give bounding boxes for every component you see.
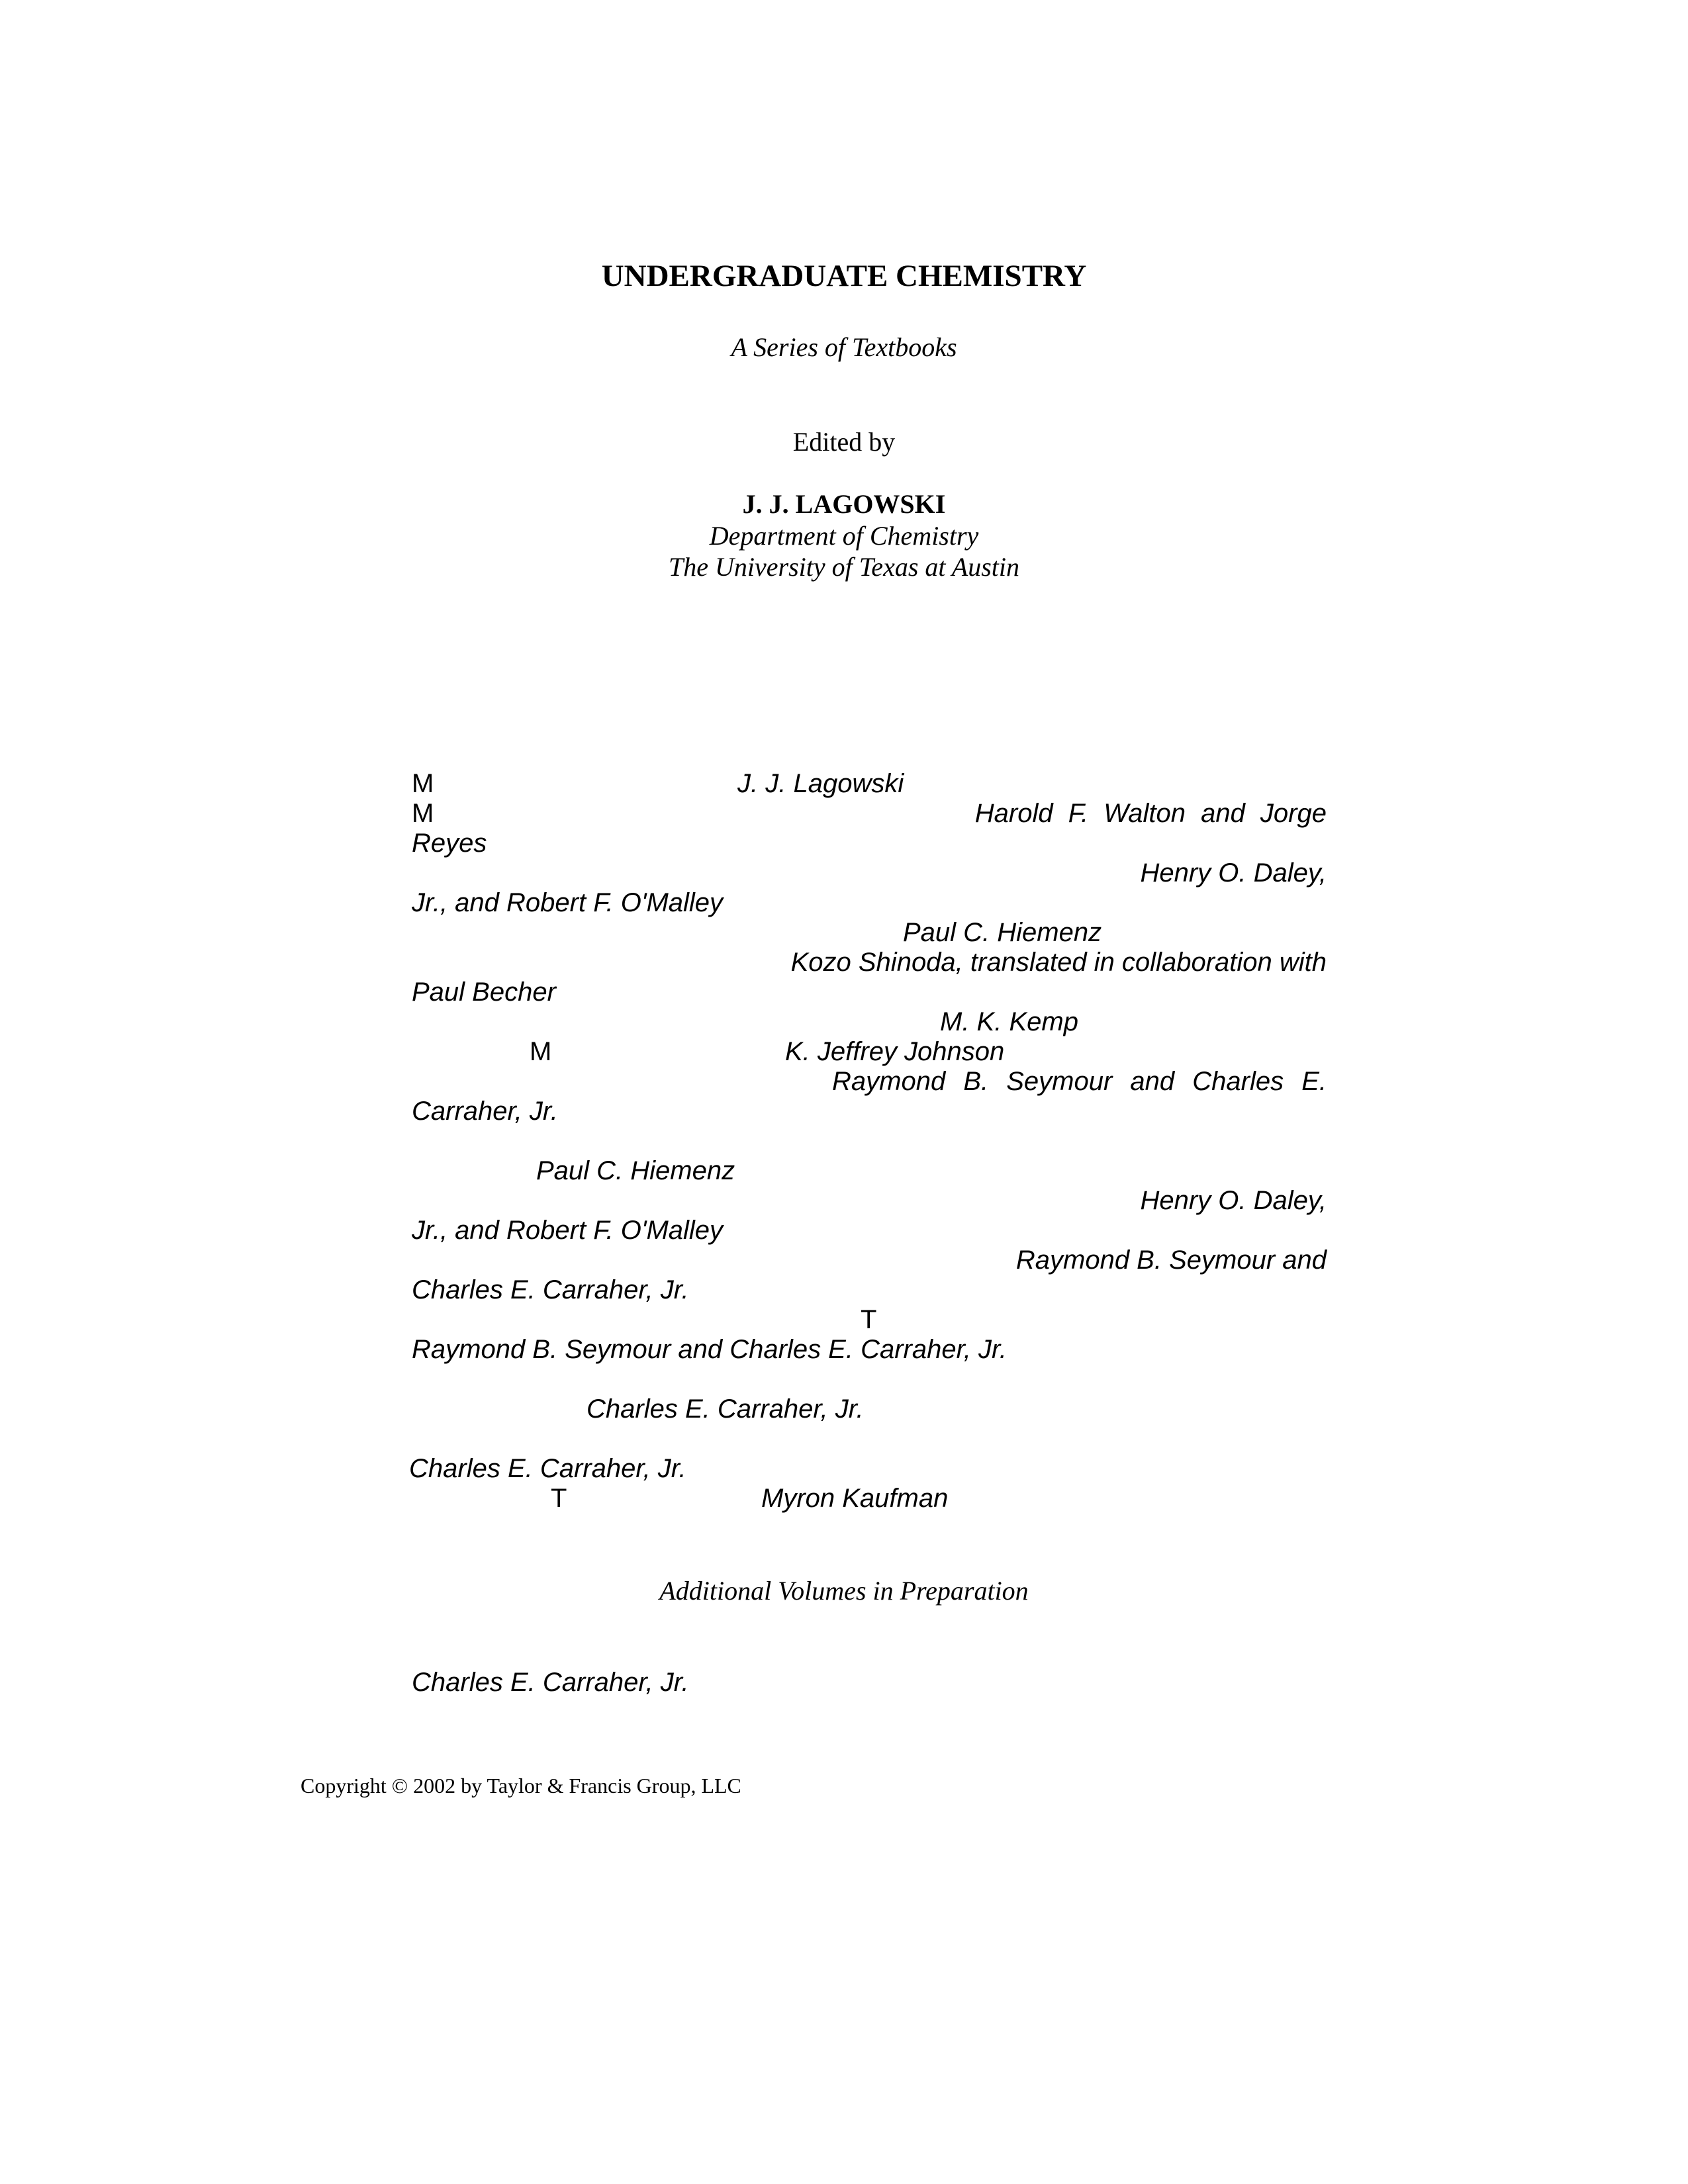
volume-2-author-line2: Reyes xyxy=(412,829,487,858)
volume-12-author: Raymond B. Seymour and Charles E. Carraher, Jr. xyxy=(412,1335,1007,1364)
additional-volume-author: Charles E. Carraher, Jr. xyxy=(412,1668,689,1697)
volume-2-letter: M xyxy=(412,799,434,828)
volume-3-author-line1: Henry O. Daley, xyxy=(1140,858,1327,887)
volume-4-author: Paul C. Hiemenz xyxy=(903,918,1102,947)
copyright-notice: Copyright © 2002 by Taylor & Francis Group, LLC xyxy=(301,1774,741,1797)
volume-11-author-line2: Charles E. Carraher, Jr. xyxy=(412,1275,689,1304)
series-subtitle: A Series of Textbooks xyxy=(731,332,957,362)
volume-15-letter: T xyxy=(551,1484,567,1513)
volume-8-author-line2: Carraher, Jr. xyxy=(412,1097,558,1126)
editor-name: J. J. LAGOWSKI xyxy=(742,489,946,519)
volume-1-letter: M xyxy=(412,769,434,798)
volume-5-author-line1: Kozo Shinoda, translated in collaboration with xyxy=(790,948,1327,977)
volume-1-author: J. J. Lagowski xyxy=(737,769,904,798)
editor-university: The University of Texas at Austin xyxy=(669,552,1019,582)
volume-7-author: K. Jeffrey Johnson xyxy=(785,1037,1005,1066)
additional-volumes-heading: Additional Volumes in Preparation xyxy=(659,1576,1029,1606)
volume-10-author-line2: Jr., and Robert F. O'Malley xyxy=(412,1216,724,1245)
volume-3-author-line2: Jr., and Robert F. O'Malley xyxy=(412,888,724,917)
volume-9-author: Paul C. Hiemenz xyxy=(536,1156,735,1185)
editor-department: Department of Chemistry xyxy=(709,521,979,551)
volume-15-author: Myron Kaufman xyxy=(761,1484,949,1513)
volume-8-author-line1: Raymond B. Seymour and Charles E. xyxy=(832,1067,1327,1096)
volume-6-author: M. K. Kemp xyxy=(940,1007,1078,1036)
volume-7-letter: M xyxy=(530,1037,552,1066)
volume-5-author-line2: Paul Becher xyxy=(412,978,556,1007)
series-title: UNDERGRADUATE CHEMISTRY xyxy=(601,259,1087,293)
volume-12-letter: T xyxy=(861,1305,877,1334)
edited-by-label: Edited by xyxy=(792,427,896,457)
volume-13-author: Charles E. Carraher, Jr. xyxy=(586,1394,864,1424)
volume-10-author-line1: Henry O. Daley, xyxy=(1140,1186,1327,1215)
volume-11-author-line1: Raymond B. Seymour and xyxy=(1015,1246,1327,1275)
volume-2-author-line1: Harold F. Walton and Jorge xyxy=(974,799,1327,828)
volume-14-author: Charles E. Carraher, Jr. xyxy=(409,1454,686,1483)
